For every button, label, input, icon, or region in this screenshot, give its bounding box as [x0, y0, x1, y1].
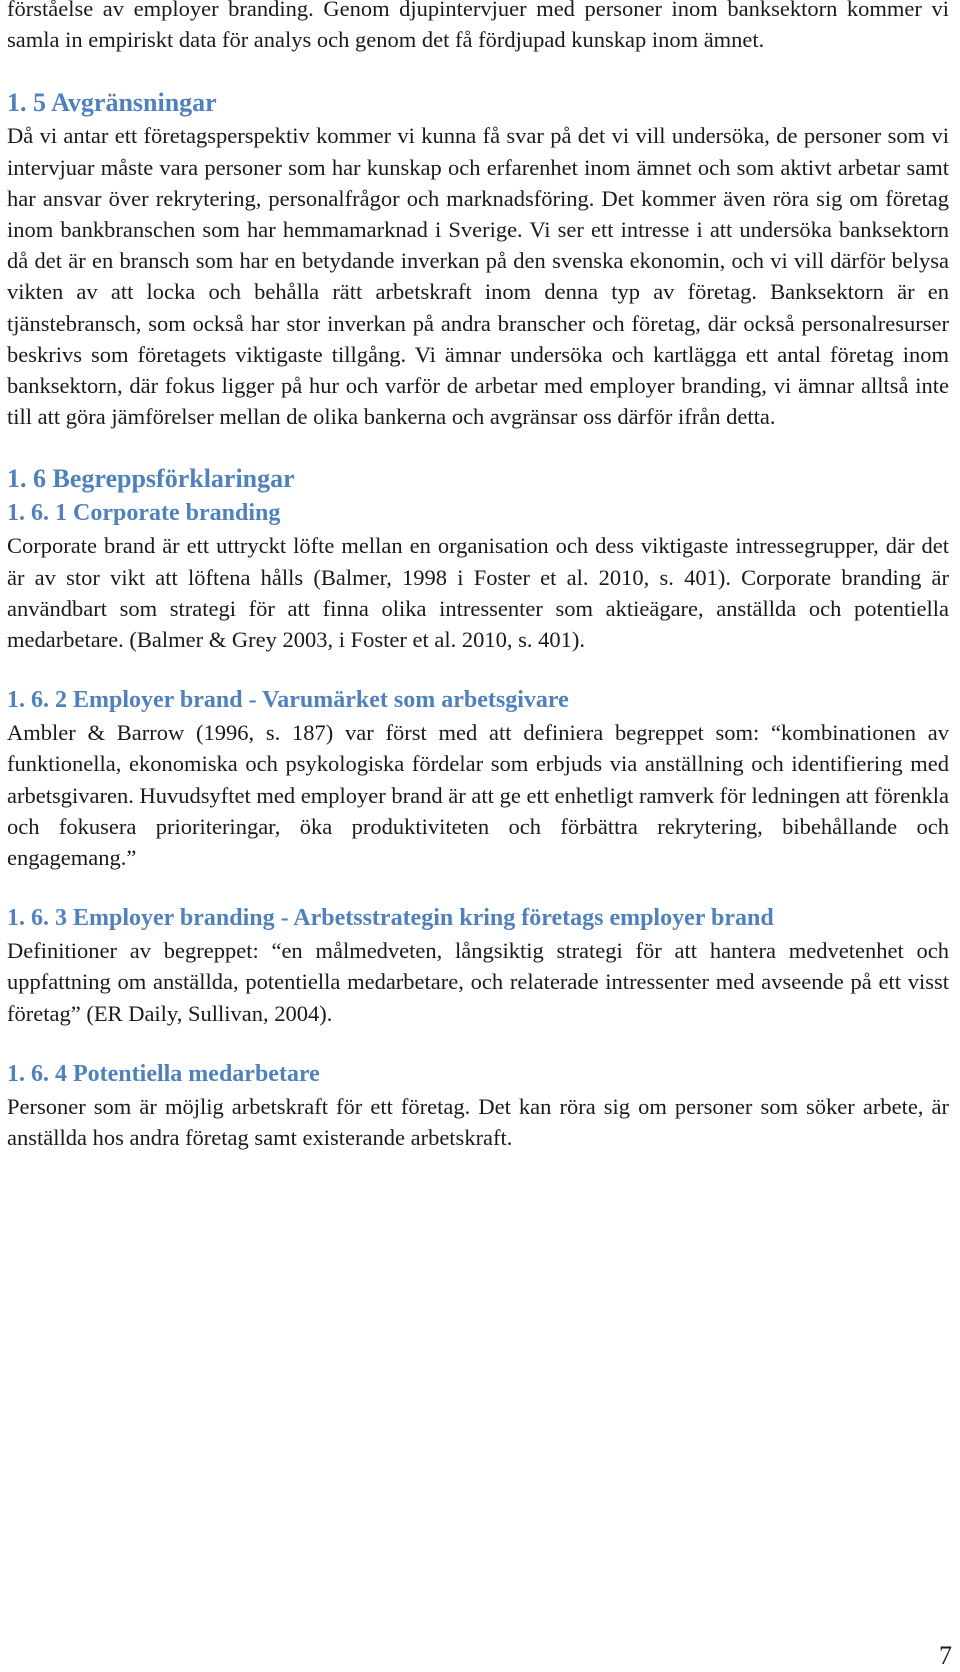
subsection-heading-corporate-branding: 1. 6. 1 Corporate branding: [7, 500, 281, 527]
employer-brand-paragraph: Ambler & Barrow (1996, s. 187) var först med att definiera begreppet som: “kombinationen av funktionella, ekonomiska och psykologiska fördelar som erbjuds via anställning och identifiering med arbetsgivaren. Huvudsyftet med employer brand är att ge ett enhetligt ramverk för ledningen att förenkla och fokusera prioriteringar, öka produktiviteten och förbättra rekrytering, bibehållande och engagemang.”: [7, 720, 949, 871]
section-heading-avgransningar: 1. 5 Avgränsningar: [7, 88, 217, 118]
section-heading-begreppsforklaringar: 1. 6 Begreppsförklaringar: [7, 464, 295, 494]
avgransningar-paragraph: Då vi antar ett företagsperspektiv kommer vi kunna få svar på det vi vill undersöka, de personer som vi intervjuar måste vara personer som har kunskap och erfarenhet inom ämnet och som aktivt arbetar samt har ansvar över rekrytering, personalfrågor och marknadsföring. Det kommer även röra sig om företag inom bankbranschen som har hemmamarknad i Sverige. Vi ser ett intresse i att undersöka banksektorn då det är en bransch som har en betydande inverkan på den svenska ekonomin, och vi vill därför belysa vikten av att locka och behålla rätt arbetskraft inom denna typ av företag. Banksektorn är en tjänstebransch, som också har stor inverkan på andra branscher och företag, där också personalresurser beskrivs som företagets viktigaste tillgång. Vi ämnar undersöka och kartlägga ett antal företag inom banksektorn, där fokus ligger på hur och varför de arbetar med employer branding, vi ämnar alltså inte till att göra jämförelser mellan de olika bankerna och avgränsar oss därför ifrån detta.: [7, 123, 949, 430]
intro-paragraph: förståelse av employer branding. Genom djupintervjuer med personer inom banksektorn kommer vi samla in empiriskt data för analys och genom det få fördjupad kunskap inom ämnet.: [7, 0, 949, 53]
document-page: [7, 0, 949, 1153]
corporate-branding-paragraph: Corporate brand är ett uttryckt löfte mellan en organisation och dess viktigaste intressegrupper, där det är av stor vikt att löftena hålls (Balmer, 1998 i Foster et al. 2010, s. 401). Corporate branding är användbart som strategi för att finna olika intressenter som aktieägare, anställda och potentiella medarbetare. (Balmer & Grey 2003, i Foster et al. 2010, s. 401).: [7, 533, 949, 653]
page-number: 7: [939, 1641, 952, 1670]
employer-branding-paragraph: Definitioner av begreppet: “en målmedveten, långsiktig strategi för att hantera medvetenhet och uppfattning om anställda, potentiella medarbetare, och relaterade intressenter med avseende på ett visst företag” (ER Daily, Sullivan, 2004).: [7, 938, 949, 1026]
potentiella-medarbetare-paragraph: Personer som är möjlig arbetskraft för ett företag. Det kan röra sig om personer som söker arbete, är anställda hos andra företag samt existerande arbetskraft.: [7, 1093, 949, 1151]
subsection-heading-employer-brand: 1. 6. 2 Employer brand - Varumärket som arbetsgivare: [7, 687, 569, 714]
subsection-heading-employer-branding: 1. 6. 3 Employer branding - Arbetsstrategin kring företags employer brand: [7, 905, 774, 932]
subsection-heading-potentiella-medarbetare: 1. 6. 4 Potentiella medarbetare: [7, 1060, 320, 1087]
